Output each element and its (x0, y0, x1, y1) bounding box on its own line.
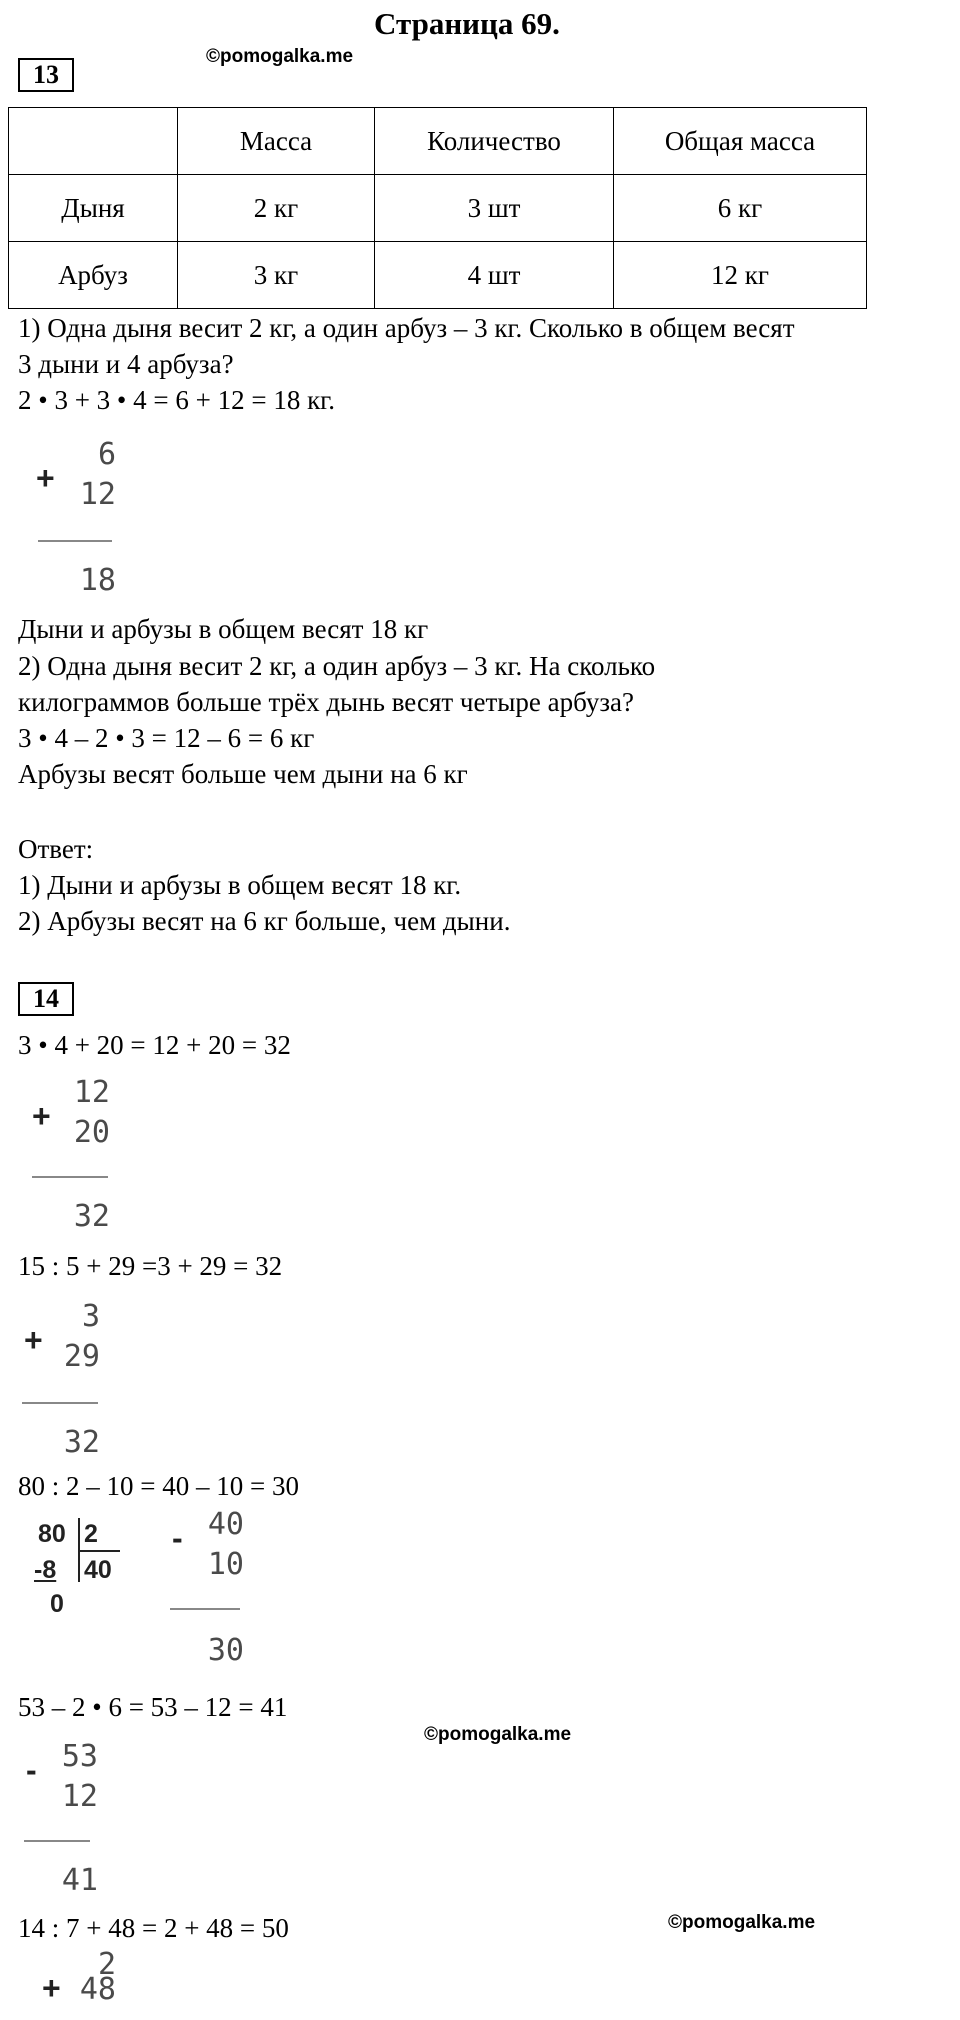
table-cell: 2 кг (178, 175, 375, 242)
page-title: Страница 69. (374, 6, 560, 41)
addend-bottom: 48 (79, 1972, 116, 2007)
sum-line (32, 1176, 108, 1178)
watermark-middle: ©pomogalka.me (424, 1724, 572, 1745)
plus-sign: + (36, 460, 55, 496)
addend-bottom: 20 (73, 1115, 110, 1150)
division-horizontal-line (78, 1550, 120, 1552)
plus-sign: + (42, 1970, 61, 2006)
remainder: 0 (50, 1590, 64, 1618)
table-header-row (9, 108, 867, 175)
table-cell: 3 шт (375, 175, 614, 242)
addend-top: 2 (97, 1947, 116, 1982)
table-cell: Дыня (9, 175, 178, 242)
table-cell: Арбуз (9, 242, 178, 309)
expression-5: 14 : 7 + 48 = 2 + 48 = 50 (18, 1913, 289, 1943)
table-header-cell: Количество (375, 108, 614, 175)
difference-line (170, 1608, 240, 1610)
minuend: 53 (61, 1739, 98, 1774)
question-1-line-2: 3 дыни и 4 арбуза? (18, 349, 234, 379)
difference-line (24, 1840, 90, 1842)
table-header-cell: Общая масса (614, 108, 867, 175)
subtrahend: -8 (34, 1556, 57, 1584)
minuend: 40 (207, 1507, 244, 1542)
answer-1: 1) Дыни и арбузы в общем весят 18 кг. (18, 870, 462, 900)
addend-bottom: 29 (63, 1339, 100, 1374)
table-header-cell (9, 108, 178, 175)
question-2-answer: Арбузы весят больше чем дыни на 6 кг (18, 759, 468, 789)
question-2-expression: 3 • 4 – 2 • 3 = 12 – 6 = 6 кг (18, 723, 315, 753)
column-addition-3-29 (22, 1296, 112, 1466)
question-1-line-1: 1) Одна дыня весит 2 кг, а один арбуз – 3 кг. Сколько в общем весят (18, 313, 795, 343)
plus-sign: + (24, 1322, 43, 1358)
question-1-answer: Дыни и арбузы в общем весят 18 кг (18, 614, 429, 644)
sum-line (38, 540, 112, 542)
addend-top: 12 (73, 1075, 110, 1110)
sum-result: 18 (79, 563, 116, 598)
divisor: 2 (84, 1520, 98, 1548)
table-cell: 12 кг (614, 242, 867, 309)
long-division-80-2 (34, 1518, 134, 1618)
column-addition-2-48 (40, 1947, 130, 2007)
question-1-expression: 2 • 3 + 3 • 4 = 6 + 12 = 18 кг. (18, 385, 335, 415)
question-2-line-2: килограммов больше трёх дынь весят четыре арбуза? (18, 687, 634, 717)
subtrahend-col: 12 (61, 1779, 98, 1814)
answer-label: Ответ: (18, 834, 94, 864)
expression-3: 80 : 2 – 10 = 40 – 10 = 30 (18, 1471, 299, 1501)
expression-1: 3 • 4 + 20 = 12 + 20 = 32 (18, 1030, 291, 1060)
task-14-number: 14 (18, 982, 74, 1016)
plus-sign: + (32, 1098, 51, 1134)
table-header-cell: Масса (178, 108, 375, 175)
column-subtraction-40-10 (172, 1504, 262, 1674)
quotient: 40 (84, 1556, 112, 1584)
watermark-bottom: ©pomogalka.me (668, 1912, 816, 1933)
dividend: 80 (38, 1520, 66, 1548)
difference-result: 30 (207, 1633, 244, 1668)
expression-2: 15 : 5 + 29 =3 + 29 = 32 (18, 1251, 283, 1281)
column-addition-6-12 (30, 434, 120, 604)
sum-result: 32 (63, 1425, 100, 1460)
answer-2: 2) Арбузы весят на 6 кг больше, чем дыни. (18, 906, 511, 936)
mass-table (8, 107, 867, 309)
addend-top: 6 (97, 437, 116, 472)
difference-result: 41 (61, 1863, 98, 1898)
minus-sign: - (172, 1520, 183, 1556)
table-row (9, 242, 867, 309)
column-subtraction-53-12 (26, 1736, 116, 1906)
table-cell: 3 кг (178, 242, 375, 309)
addend-top: 3 (81, 1299, 100, 1334)
table-cell: 6 кг (614, 175, 867, 242)
minus-sign: - (26, 1752, 37, 1788)
question-2-line-1: 2) Одна дыня весит 2 кг, а один арбуз – 3 кг. На сколько (18, 651, 656, 681)
sum-result: 32 (73, 1199, 110, 1234)
sum-line (22, 1402, 98, 1404)
column-addition-12-20 (30, 1072, 120, 1242)
task-13-number: 13 (18, 58, 74, 92)
subtrahend-col: 10 (207, 1547, 244, 1582)
expression-4: 53 – 2 • 6 = 53 – 12 = 41 (18, 1692, 288, 1722)
addend-bottom: 12 (79, 477, 116, 512)
watermark-top: ©pomogalka.me (206, 46, 354, 67)
table-cell: 4 шт (375, 242, 614, 309)
table-row (9, 175, 867, 242)
